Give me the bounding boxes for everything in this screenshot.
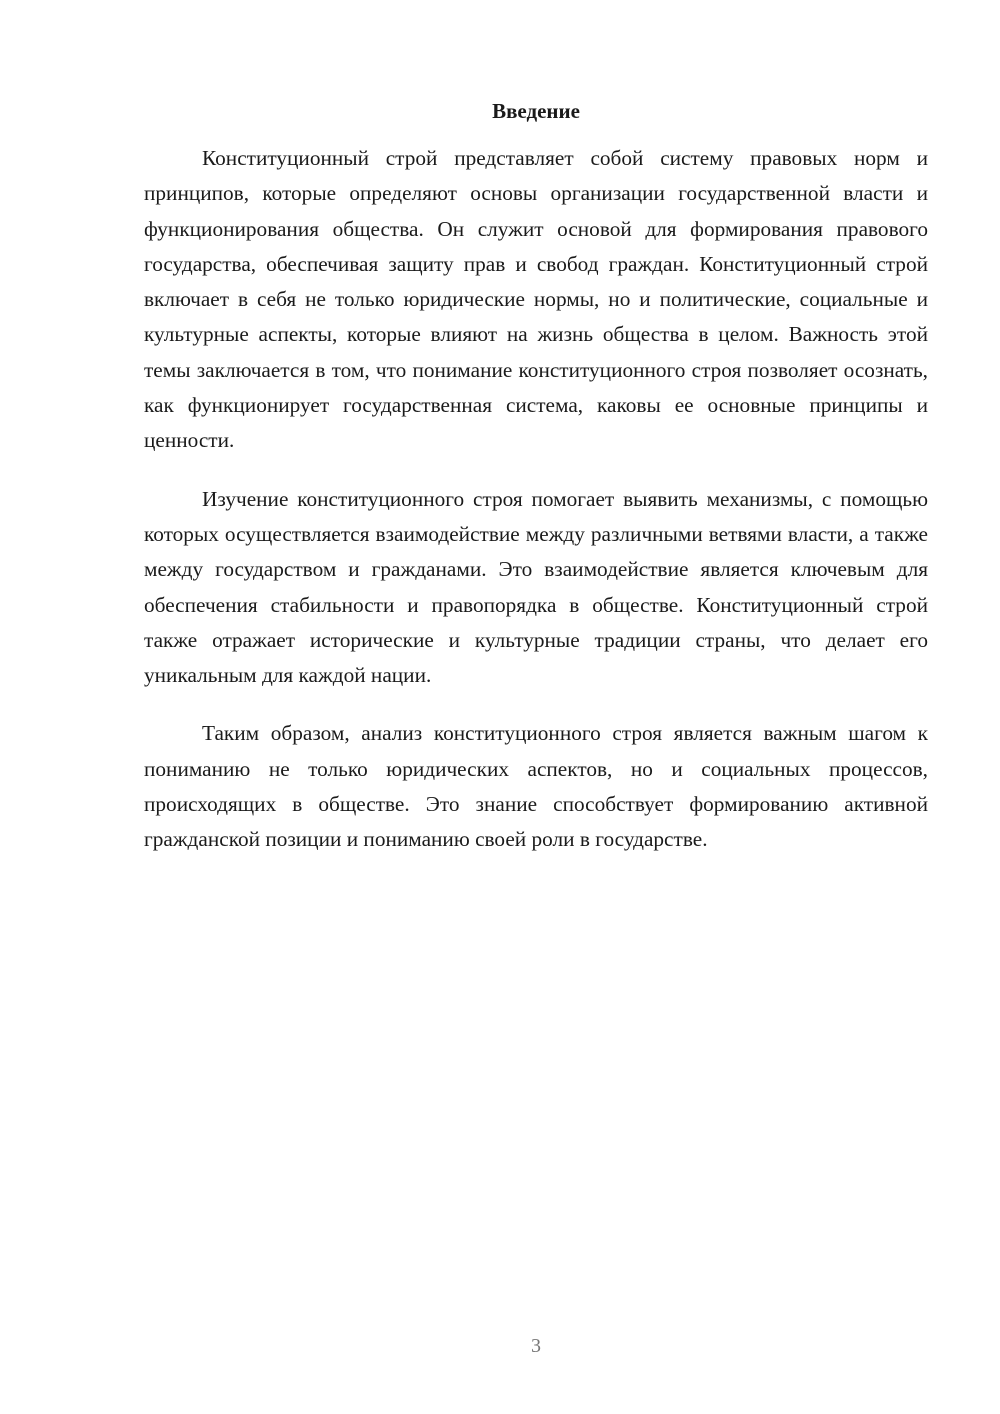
paragraph-2: Изучение конституционного строя помогает выявить механизмы, с помощью которых осуществляется взаимодействие между различными ветвями власти, а также между государством и гражданами. Это взаимодействие является ключевым для обеспечения стабильности и правопорядка в обществе. Конституционный строй также отражает исторические и культурные традиции страны, что делает его уникальным для каждой нации. (144, 486, 928, 688)
page-number: 3 (531, 1335, 541, 1357)
paragraph-1: Конституционный строй представляет собой систему правовых норм и принципов, которые определяют основы организации государственной власти и функционирования общества. Он служит основой для формирования правового государства, обеспечивая защиту прав и свобод граждан. Конституционный строй включает в себя не только юридические нормы, но и политические, социальные и культурные аспекты, которые влияют на жизнь общества в целом. Важность этой темы заключается в том, что понимание конституционного строя позволяет осознать, как функционирует государственная система, каковы ее основные принципы и ценности. (144, 146, 928, 453)
page-title: Введение (492, 99, 580, 123)
document-body (144, 141, 928, 881)
paragraph-3: Таким образом, анализ конституционного строя является важным шагом к пониманию не только юридических аспектов, но и социальных процессов, происходящих в обществе. Это знание способствует формированию активной гражданской позиции и пониманию своей роли в государстве. (144, 721, 928, 852)
